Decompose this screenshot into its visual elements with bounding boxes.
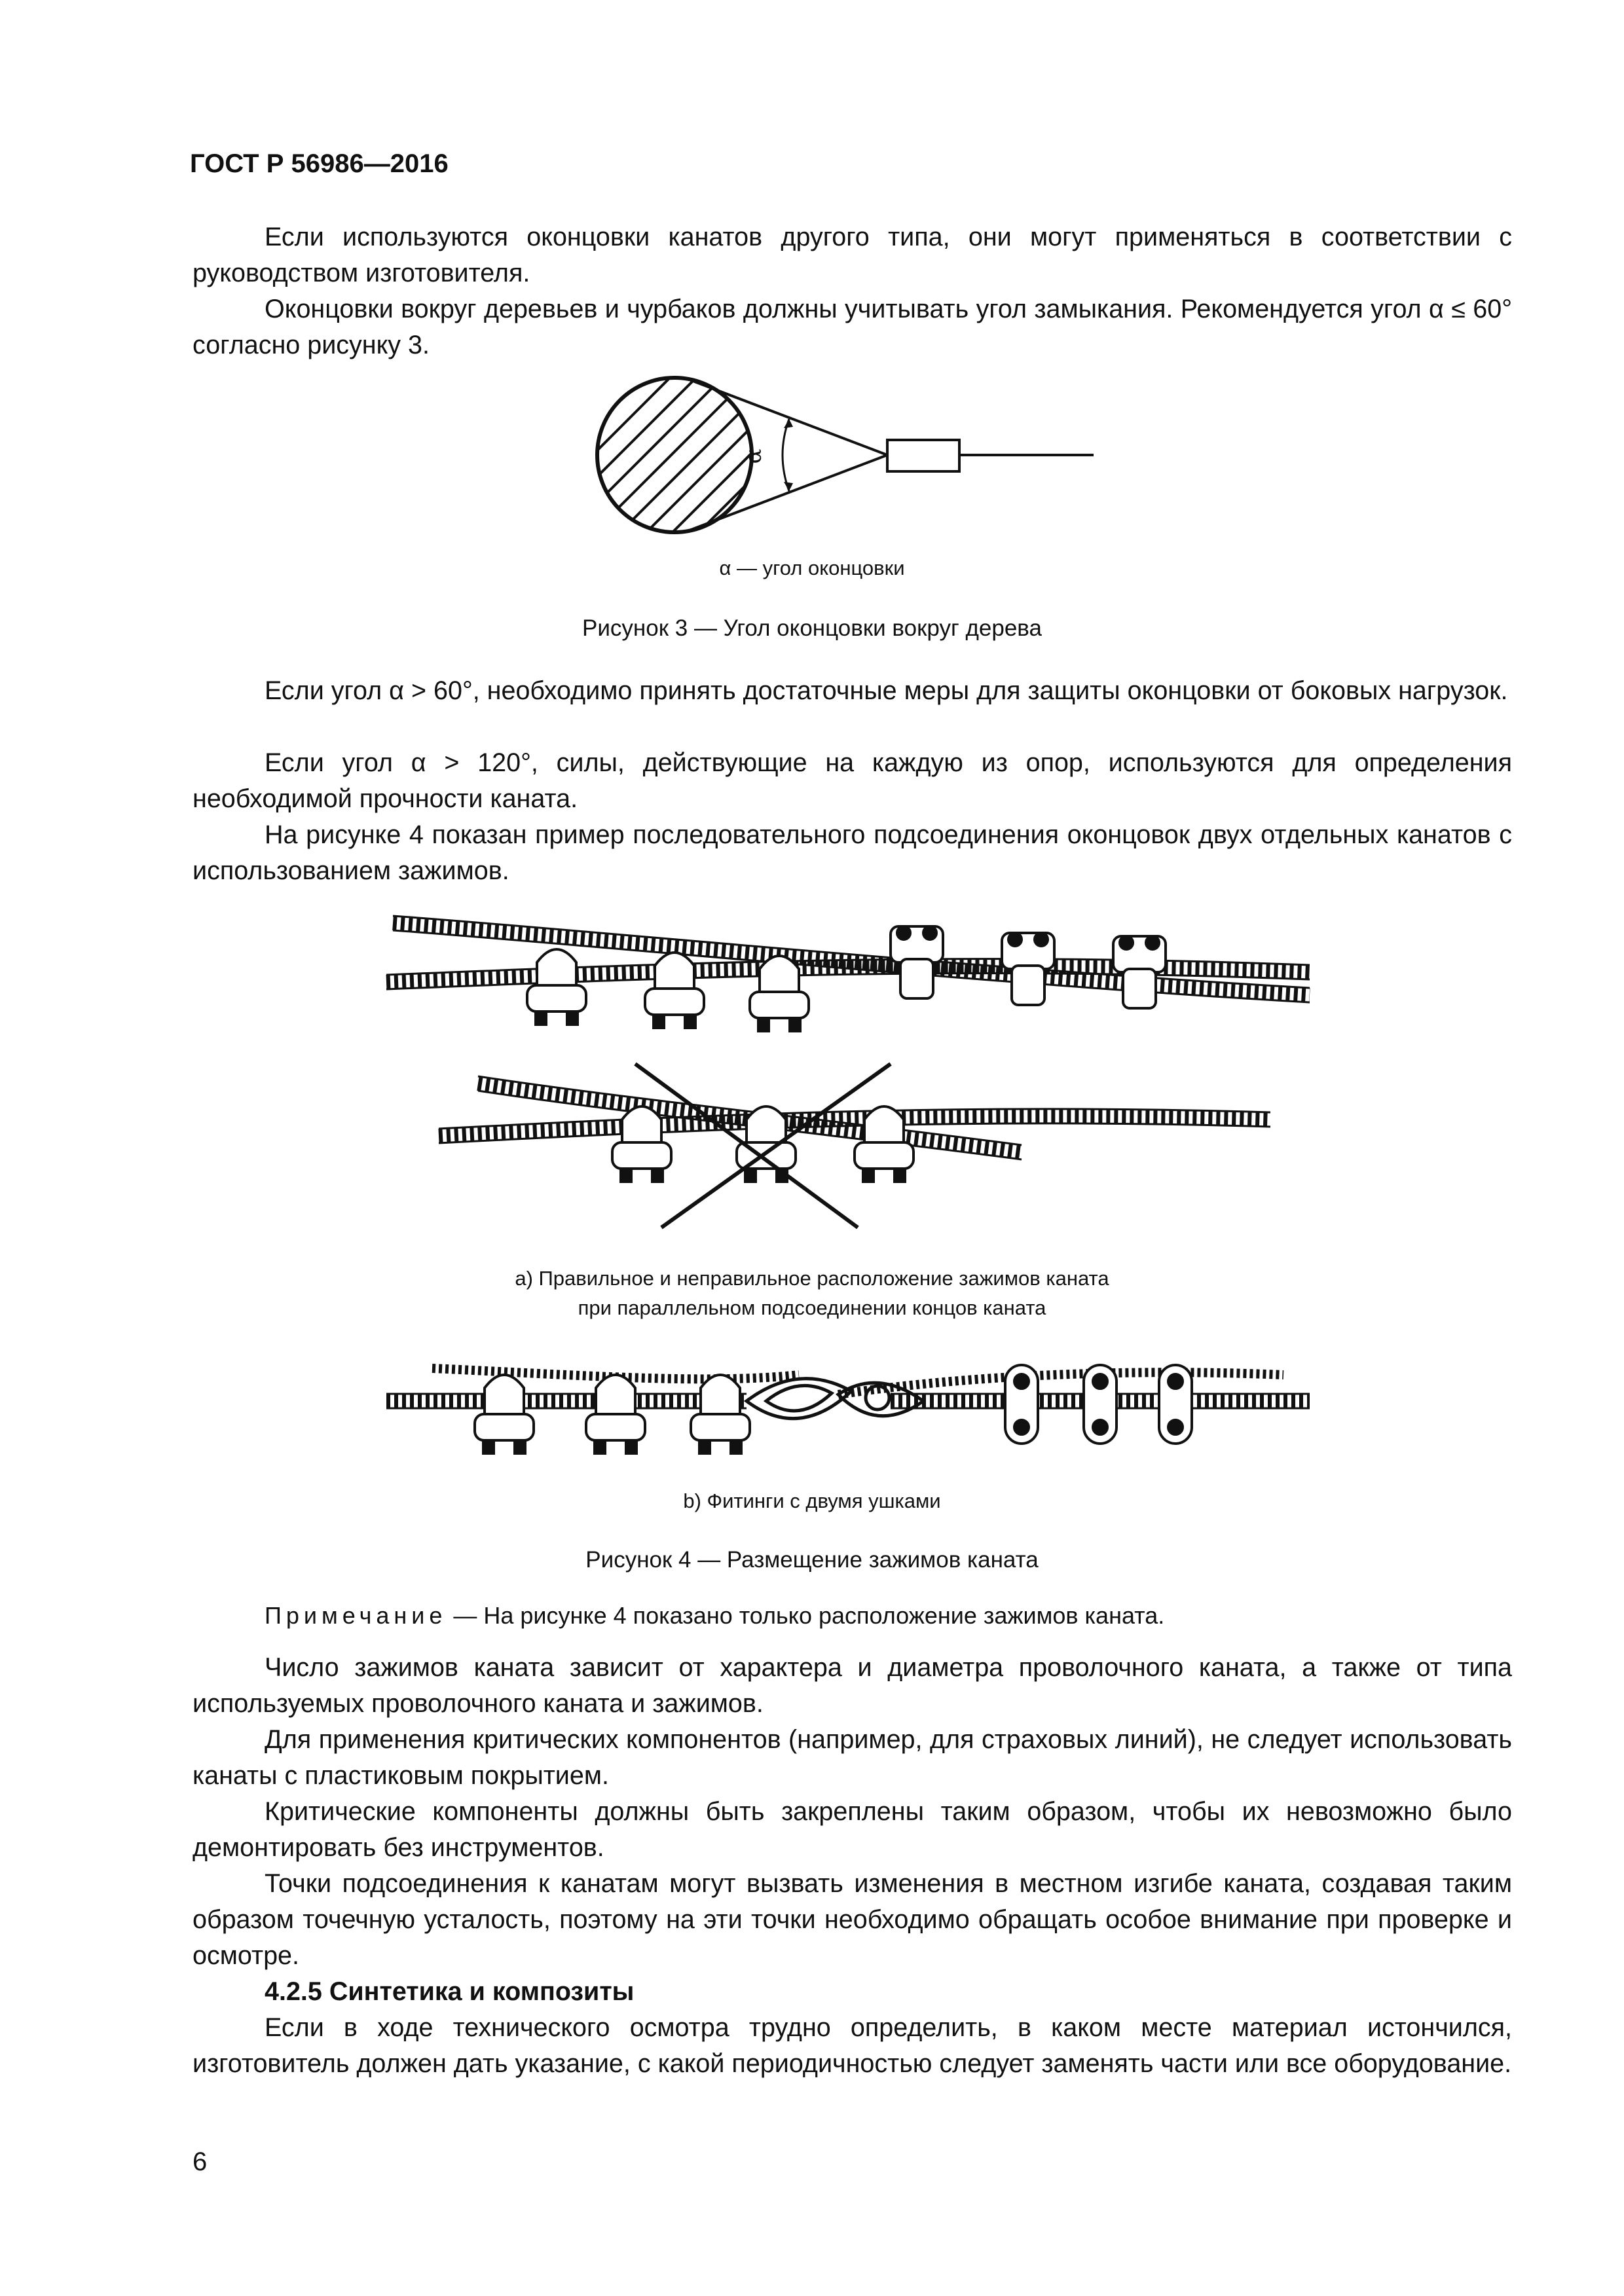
duplex-clamp-3 bbox=[1159, 1365, 1192, 1444]
page-number: 6 bbox=[193, 2147, 208, 2176]
saddle-clamp-1 bbox=[891, 926, 943, 998]
thimble-eye-left bbox=[747, 1379, 851, 1419]
u-clamp-1 bbox=[527, 949, 586, 1025]
figure-4a-incorrect-clamps-row bbox=[432, 1054, 1277, 1231]
paragraph-tree-terminations: Оконцовки вокруг деревьев и чурбаков должны учитывать угол замыкания. Рекомендуется угол α ≤ 60° согласно рисунку 3. bbox=[193, 295, 1512, 359]
paragraph-angle-over-60: Если угол α > 60°, необходимо принять достаточные меры для защиты оконцовки от боковых нагрузок. bbox=[265, 676, 1508, 705]
figure-4b-two-eye-fittings-row bbox=[380, 1336, 1323, 1467]
paragraph-other-terminations: Если используются оконцовки канатов другого типа, они могут применяться в соответствии с руководством изготовителя. bbox=[193, 223, 1512, 287]
figure-3-legend: α — угол оконцовки bbox=[719, 556, 905, 579]
duplex-clamp-1 bbox=[1005, 1365, 1038, 1444]
u-clamp-b-1 bbox=[475, 1375, 534, 1453]
paragraph-connection-points: Точки подсоединения к канатам могут вызвать изменения в местном изгибе каната, создавая таким образом точечную усталость, поэтому на эти точки необходимо обращать особое внимание при проверке и осмотре. bbox=[193, 1869, 1512, 1970]
figure-4b-subcaption: b) Фитинги с двумя ушками bbox=[683, 1489, 941, 1512]
figure-4a-correct-clamps-row bbox=[380, 897, 1323, 1054]
duplex-clamp-2 bbox=[1084, 1365, 1116, 1444]
figure-4a-subcaption-line2: при параллельном подсоединении концов каната bbox=[578, 1296, 1046, 1319]
saddle-clamp-3 bbox=[1113, 936, 1166, 1008]
paragraph-synthetics-inspection: Если в ходе технического осмотра трудно определить, в каком месте материал истончился, изготовитель должен дать указание, с какой периодичностью следует заменять части или все оборудование. bbox=[193, 2013, 1512, 2078]
section-heading-4-2-5: 4.2.5 Синтетика и композиты bbox=[265, 1977, 635, 2006]
note-text: — На рисунке 4 показано только расположение зажимов каната. bbox=[447, 1602, 1165, 1629]
paragraph-figure-4-intro: На рисунке 4 показан пример последовательного подсоединения оконцовок двух отдельных канатов с использованием зажимов. bbox=[193, 820, 1512, 885]
rope-upper-tangent bbox=[684, 378, 887, 455]
angle-alpha-label: α bbox=[741, 448, 767, 464]
u-clamp-b-3 bbox=[691, 1375, 750, 1453]
saddle-clamp-2 bbox=[1002, 933, 1054, 1005]
note-label: Примечание bbox=[265, 1602, 447, 1629]
rope-lower-tangent bbox=[684, 455, 887, 532]
angle-arc bbox=[783, 419, 789, 491]
paragraph-number-of-clamps: Число зажимов каната зависит от характера и диаметра проволочного каната, а также от типа используемых проволочного каната и зажимов. bbox=[193, 1653, 1512, 1718]
paragraph-angle-over-120: Если угол α > 120°, силы, действующие на каждую из опор, используются для определения необходимой прочности каната. bbox=[193, 748, 1512, 813]
u-clamp-b-2 bbox=[586, 1375, 645, 1453]
figure-4a-subcaption-line1: a) Правильное и неправильное расположение зажимов каната bbox=[515, 1267, 1109, 1290]
figure-3-tree-termination-diagram bbox=[589, 367, 1113, 543]
paragraph-critical-components: Для применения критических компонентов (например, для страховых линий), не следует использовать канаты с пластиковым покрытием. bbox=[193, 1725, 1512, 1790]
paragraph-fixing-critical-components: Критические компоненты должны быть закреплены таким образом, чтобы их невозможно было демонтировать без инструментов. bbox=[193, 1797, 1512, 1862]
note-paragraph bbox=[193, 1597, 1512, 1633]
document-code-header: ГОСТ Р 56986—2016 bbox=[190, 149, 449, 178]
termination-block bbox=[887, 440, 959, 471]
figure-4-caption: Рисунок 4 — Размещение зажимов каната bbox=[585, 1547, 1039, 1573]
figure-3-caption: Рисунок 3 — Угол оконцовки вокруг дерева bbox=[582, 615, 1042, 641]
